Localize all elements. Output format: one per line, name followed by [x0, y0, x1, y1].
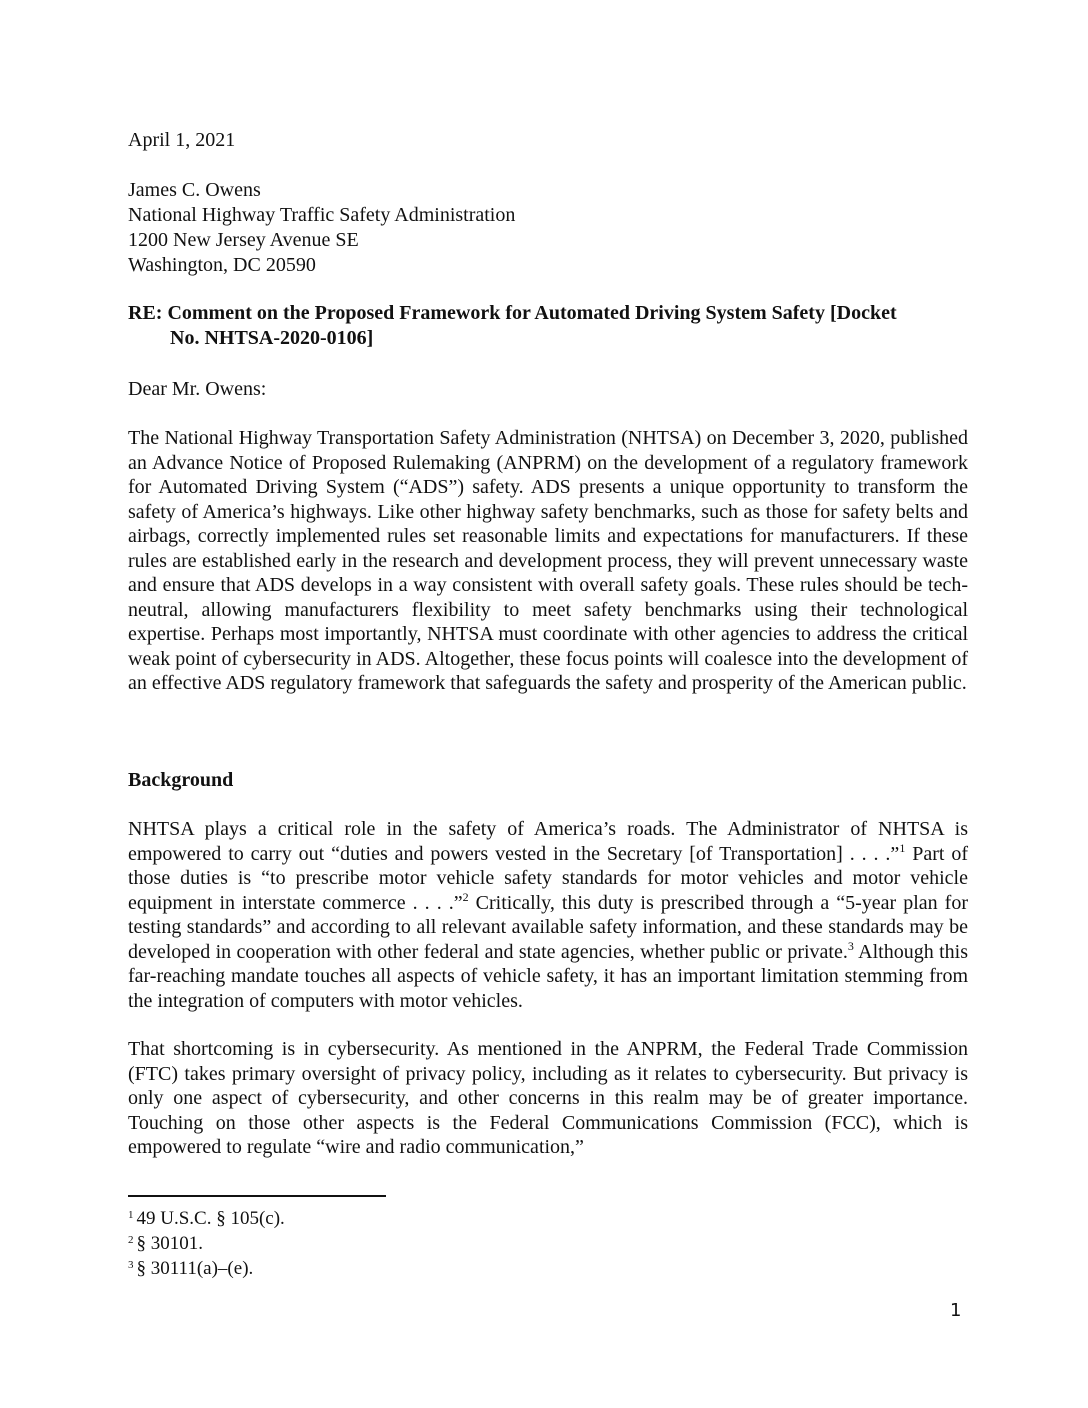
background-heading: Background — [128, 769, 234, 791]
background-paragraph-2: That shortcoming is in cybersecurity. As mentioned in the ANPRM, the Federal Trade Commission (FTC) takes primary oversight of privacy policy, including as it relates to cybersecurity. But privacy is only one aspect of cybersecurity, and other concerns in this realm may be of greater importance. Touching on those other aspects is the Federal Communications Commission (FCC), which is empowered to regulate “wire and radio communication,” — [128, 1038, 968, 1158]
bg-p1-text-d: Although this far-reaching mandate touches all aspects of vehicle safety, it has an important limitation stemming from the integration of computers with motor vehicles. — [128, 940, 968, 1012]
subject-line-1: RE: Comment on the Proposed Framework for Automated Driving System Safety [Docket — [128, 302, 897, 324]
subject-line — [128, 301, 968, 350]
background-paragraph-1 — [128, 817, 968, 1013]
subject-line-2: No. NHTSA-2020-0106] — [170, 326, 374, 349]
recipient-street: 1200 New Jersey Avenue SE — [128, 229, 359, 251]
footnote-2 — [128, 1233, 203, 1255]
recipient-organization: National Highway Traffic Safety Administration — [128, 204, 516, 226]
footnote-2-number: 2 — [128, 1234, 134, 1246]
salutation: Dear Mr. Owens: — [128, 378, 267, 400]
footnote-1 — [128, 1208, 285, 1230]
intro-paragraph: The National Highway Transportation Safety Administration (NHTSA) on December 3, 2020, published an Advance Notice of Proposed Rulemaking (ANPRM) on the development of a regulatory framework for Automated Driving System (“ADS”) safety. ADS presents a unique opportunity to transform the safety of America’s highways. Like other highway safety benchmarks, such as those for safety belts and airbags, correctly implemented rules set reasonable limits and expectations for manufacturers. If these rules are established early in the research and development process, they will prevent unnecessary waste and ensure that ADS develops in a way consistent with overall safety goals. These rules should be tech-neutral, allowing manufacturers flexibility to meet safety benchmarks using their technological expertise. Perhaps most importantly, NHTSA must coordinate with other agencies to address the critical weak point of cybersecurity in ADS. Altogether, these focus points will coalesce into the development of an effective ADS regulatory framework that safeguards the safety and prosperity of the American public. — [128, 427, 968, 694]
footnote-ref-1: 1 — [899, 840, 906, 855]
footnote-2-text: § 30101. — [136, 1233, 203, 1254]
footnote-1-text: 49 U.S.C. § 105(c). — [136, 1208, 285, 1229]
bg-p1-text-a: NHTSA plays a critical role in the safety of America’s roads. The Administrator of NHTSA is empowered to carry out “duties and powers vested in the Secretary [of Transportation] . . . .” — [128, 818, 968, 865]
footnote-1-number: 1 — [128, 1209, 134, 1221]
letter-date: April 1, 2021 — [128, 129, 236, 151]
footnote-divider — [128, 1195, 386, 1197]
page-number: 1 — [950, 1300, 962, 1321]
recipient-city: Washington, DC 20590 — [128, 254, 316, 276]
footnote-3 — [128, 1258, 253, 1280]
footnote-3-number: 3 — [128, 1259, 134, 1271]
recipient-address — [128, 178, 968, 278]
bg-p1-text-b: Part of those duties is “to prescribe motor vehicle safety standards for motor vehicles and motor vehicle equipment in interstate commerce . . . .” — [128, 842, 968, 914]
bg-p1-text-c: Critically, this duty is prescribed through a “5-year plan for testing standards” and according to all relevant available safety information, and these standards may be developed in cooperation with other federal and state agencies, whether public or private. — [128, 891, 968, 963]
footnote-ref-2: 2 — [462, 889, 469, 904]
footnote-ref-3: 3 — [847, 938, 854, 953]
recipient-name: James C. Owens — [128, 179, 261, 201]
footnote-3-text: § 30111(a)–(e). — [136, 1258, 254, 1279]
